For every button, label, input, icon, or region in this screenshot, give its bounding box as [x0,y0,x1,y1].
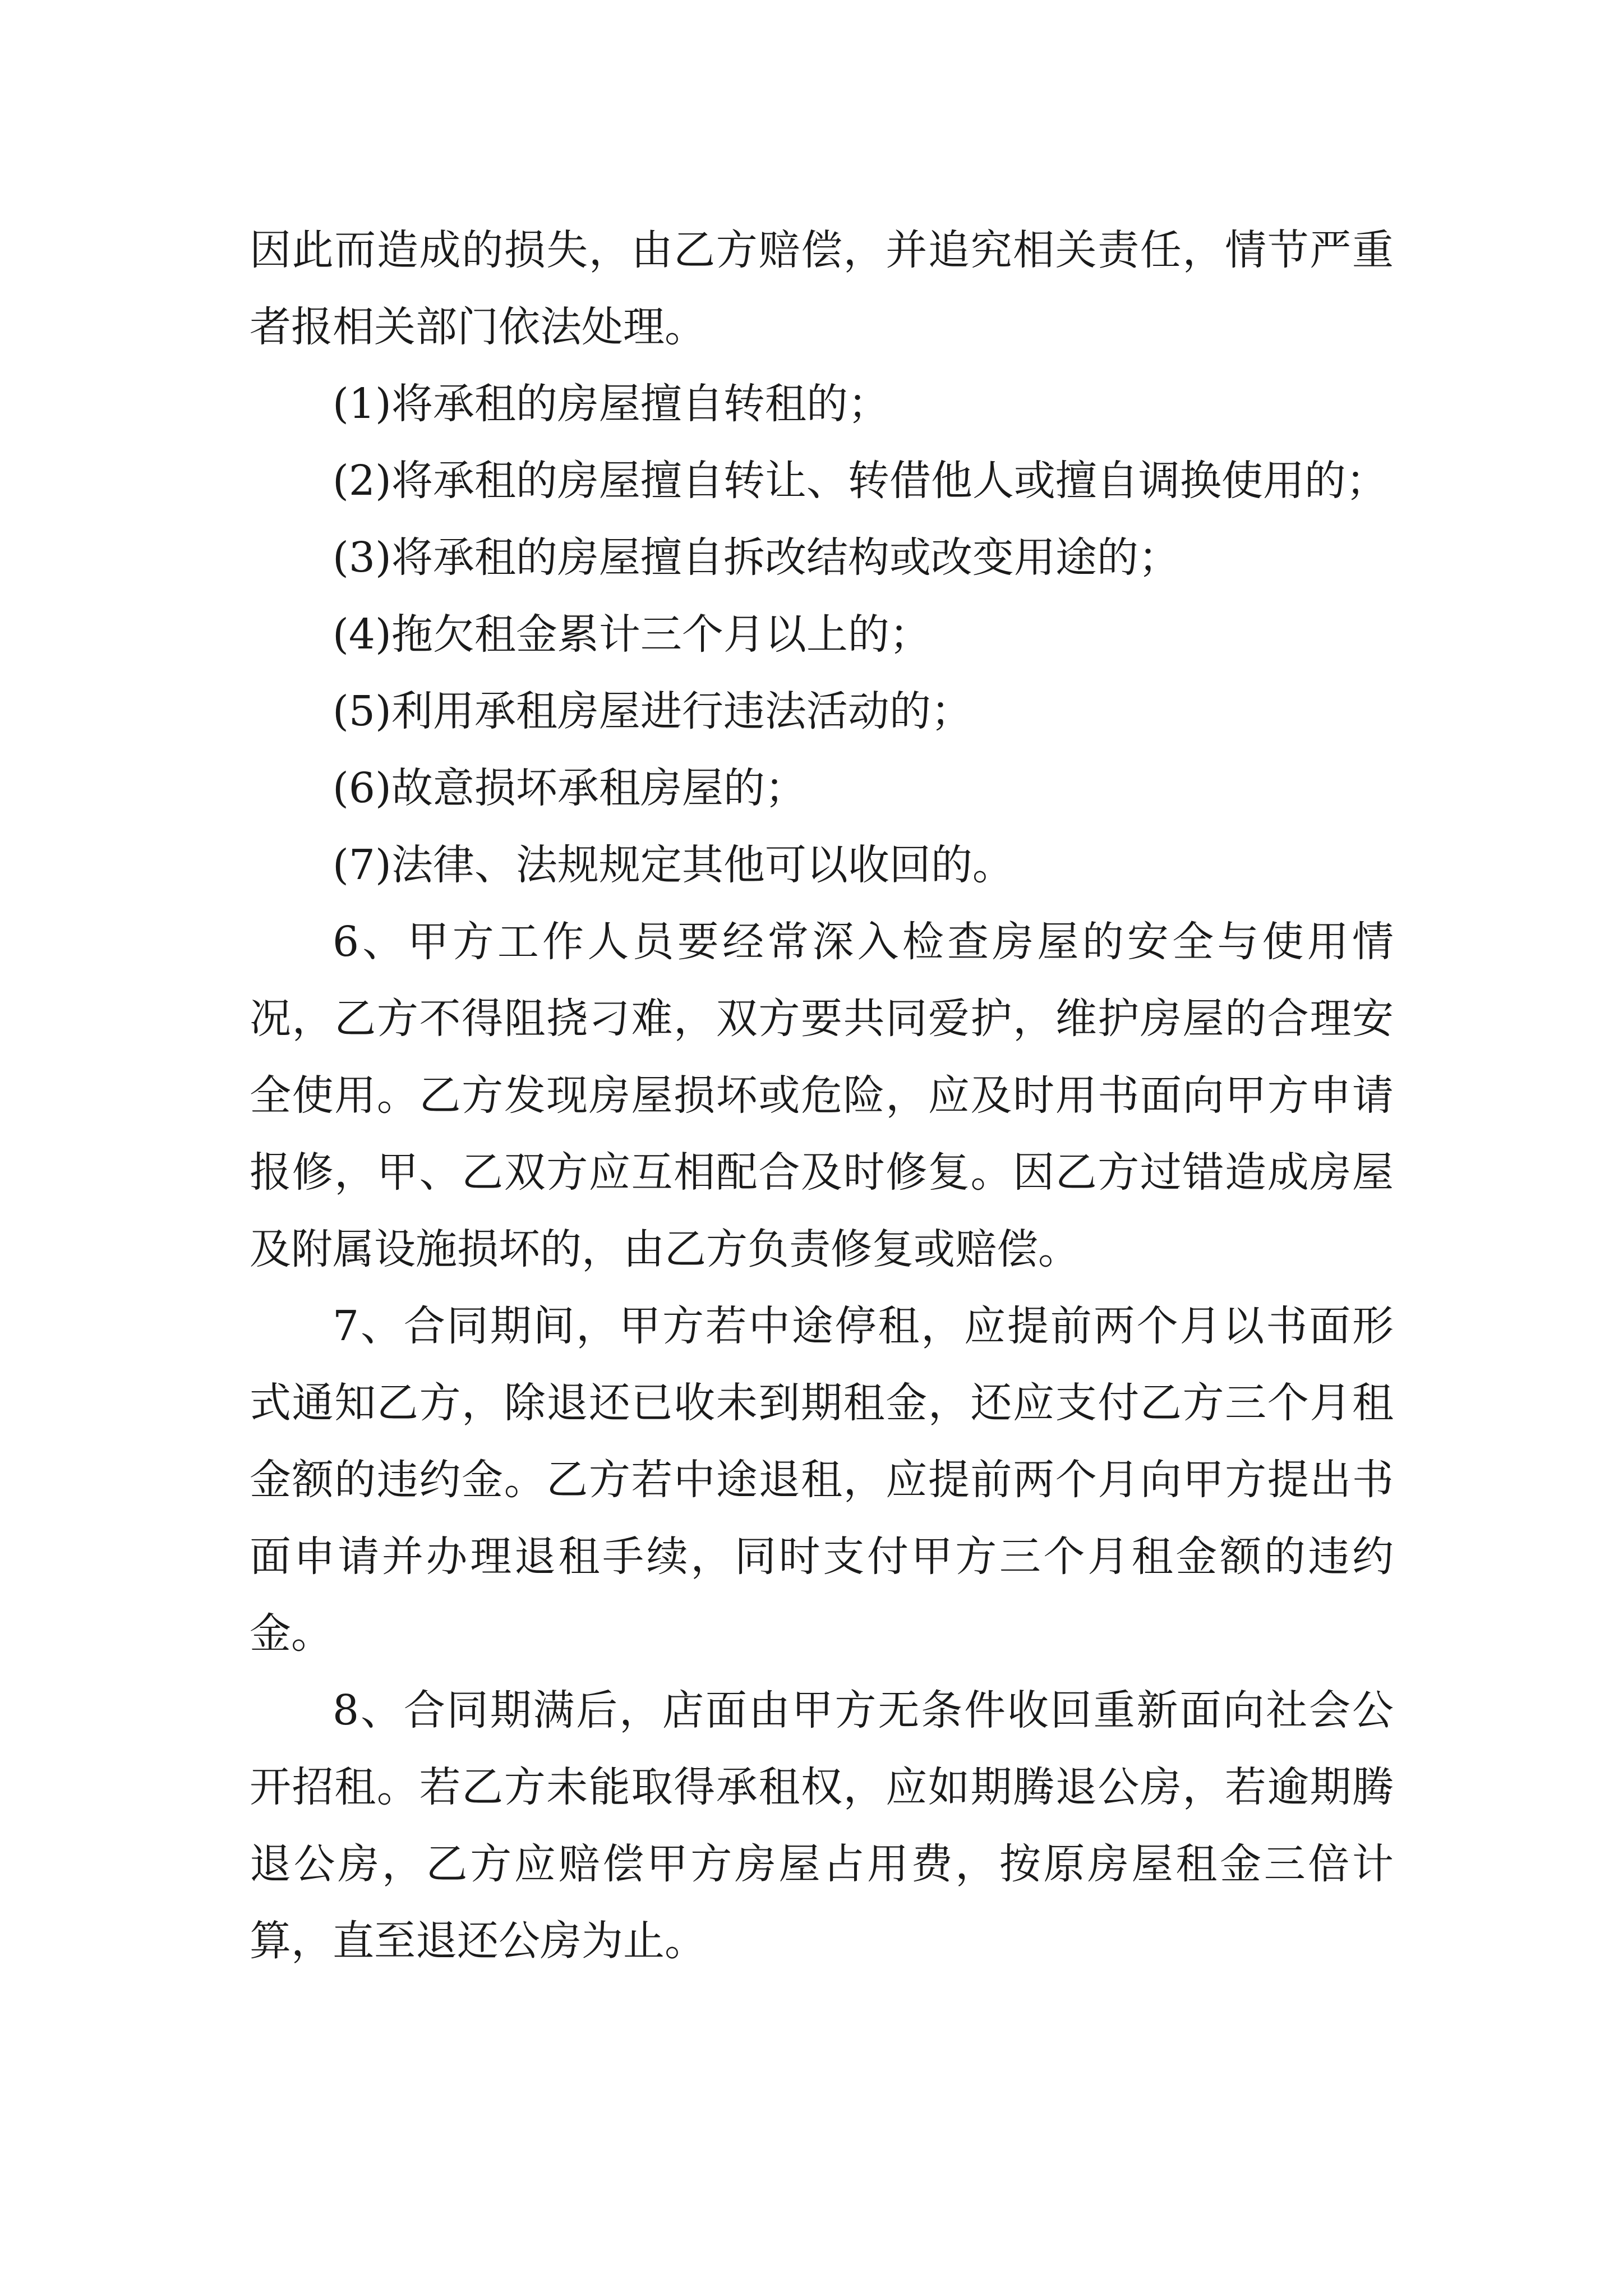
sub-item-1: (1)将承租的房屋擅自转租的； [333,380,889,428]
sub-item-4: (4)拖欠租金累计三个月以上的； [333,610,931,659]
sub-item-3: (3)将承租的房屋擅自拆改结构或改变用途的； [333,533,1180,582]
document-page [250,212,1394,1980]
sub-item-6: (6)故意损坏承租房屋的； [333,764,806,812]
clause-8-paragraph: 8、合同期满后，店面由甲方无条件收回重新面向社会公开招租。若乙方未能取得承租权，应如期腾退公房，若逾期腾退公房，乙方应赔偿甲方房屋占用费，按原房屋租金三倍计算，直至退还公房为止。 [250,1686,1394,1965]
clause-7-paragraph: 7、合同期间，甲方若中途停租，应提前两个月以书面形式通知乙方，除退还已收未到期租金，还应支付乙方三个月租金额的违约金。乙方若中途退租，应提前两个月向甲方提出书面申请并办理退租手续，同时支付甲方三个月租金额的违约金。 [250,1302,1394,1658]
sub-item-5: (5)利用承租房屋进行违法活动的； [333,687,972,735]
sub-item-2: (2)将承租的房屋擅自转让、转借他人或擅自调换使用的； [333,457,1387,505]
clause-6-paragraph: 6、甲方工作人员要经常深入检查房屋的安全与使用情况，乙方不得阻挠刁难，双方要共同爱护，维护房屋的合理安全使用。乙方发现房屋损坏或危险，应及时用书面向甲方申请报修，甲、乙双方应互相配合及时修复。因乙方过错造成房屋及附属设施损坏的，由乙方负责修复或赔偿。 [250,918,1394,1273]
intro-paragraph: 因此而造成的损失，由乙方赔偿，并追究相关责任，情节严重者报相关部门依法处理。 [250,226,1394,351]
sub-item-7: (7)法律、法规规定其他可以收回的。 [333,841,1014,889]
